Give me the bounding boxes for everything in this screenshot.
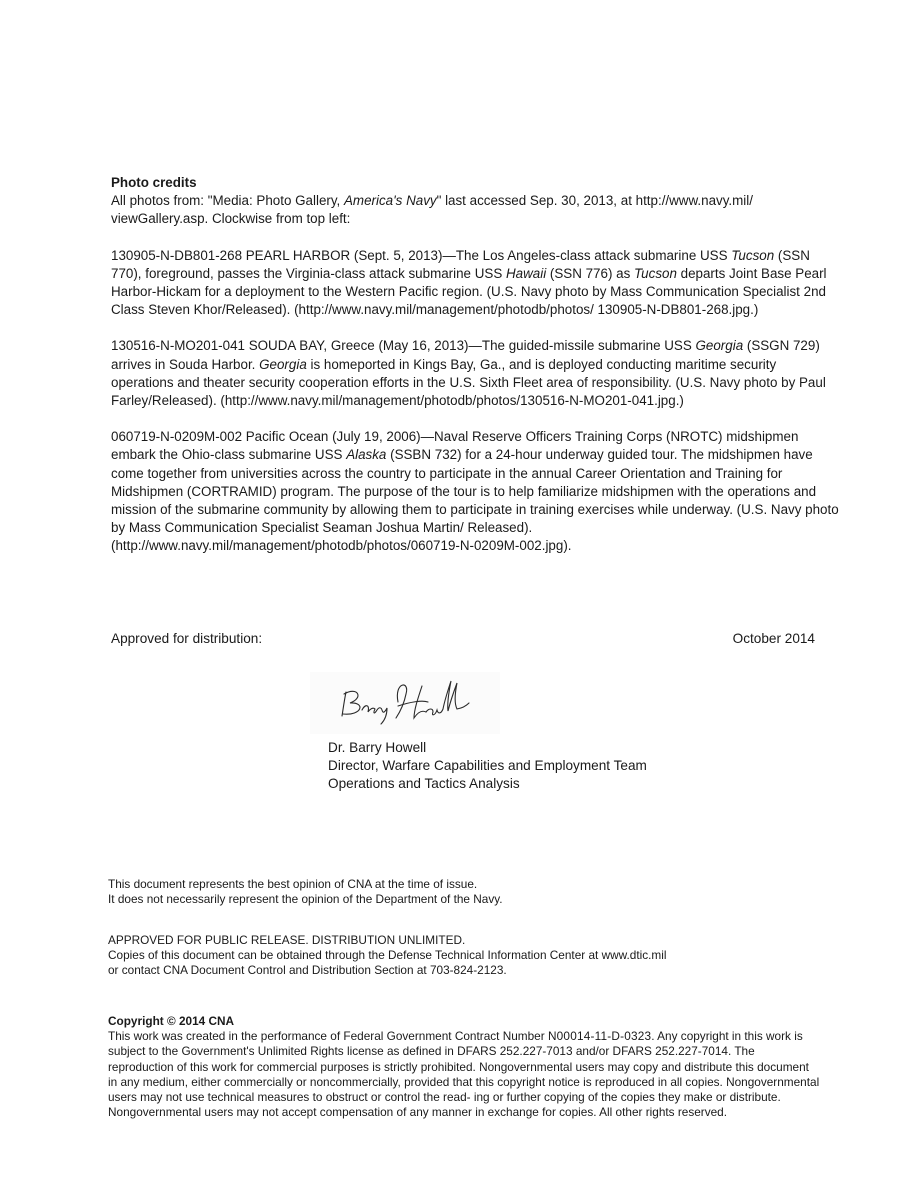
p2-text-b: (SSGN 729) arrives in Souda Harbor. bbox=[111, 338, 820, 372]
photo-credits bbox=[111, 174, 839, 556]
signer-title: Director, Warfare Capabilities and Employment Team bbox=[328, 758, 647, 774]
signer-name: Dr. Barry Howell bbox=[328, 740, 427, 755]
approval-date: October 2014 bbox=[732, 631, 815, 646]
p3-ship-1: Alaska bbox=[346, 447, 387, 463]
copyright-text-b: . Any copyright in this work is subject to the Government's Unlimited Rights license as defined in DFARS 252.227-7013 and/or DFARS 252.227-7014. The reproduction of this work for commercial purposes is strictly prohibited. Nongovernmental users may copy and distribute this document in any medium, either commercially or noncommercially, provided that this copyright notice is reproduced in all copies. Nongovernmental users may not use technical measures to obstruct or control the read- ing or further copying of the copies they make or distribute. Nongovernmental users may not accept compensation of any manner in exchange for copies. All other rights reserved. bbox=[108, 1029, 820, 1120]
signer-block bbox=[328, 739, 647, 794]
signature-image bbox=[310, 672, 500, 734]
p2-ship-2: Georgia bbox=[259, 356, 307, 372]
credit-paragraph-1 bbox=[111, 247, 839, 320]
credits-intro-italic: America's Navy bbox=[344, 193, 437, 209]
p2-ship-1: Georgia bbox=[695, 338, 744, 354]
signer-org: Operations and Tactics Analysis bbox=[328, 776, 520, 792]
release-line-3: or contact CNA Document Control and Distribution Section at 703-824-2123. bbox=[108, 963, 507, 978]
release-line-1: APPROVED FOR PUBLIC RELEASE. DISTRIBUTION UNLIMITED. bbox=[108, 933, 466, 947]
credit-paragraph-2 bbox=[111, 337, 839, 410]
p1-ship-2: Hawaii bbox=[505, 265, 547, 281]
p3-text-b: (SSBN 732) for a 24-hour underway guided tour. The midshipmen have come together from universities across the country to participate in the annual Career Orientation and Training for Midshipmen (CORTRAMID) program. The purpose of the tour is to help familiarize midshipmen with the operations and mission of the submarine community by allowing them to participate in training exercises while underway. (U.S. Navy photo by Mass Communication Specialist Seaman Joshua Martin/ Released). (http://www.navy.mil/management/photodb/photos/060719-N-0209M-002.jpg). bbox=[111, 447, 839, 554]
copyright-text bbox=[108, 1029, 820, 1120]
contract-number: N00014-11-D-0323 bbox=[547, 1029, 652, 1044]
copyright-text-a: This work was created in the performance of Federal Government Contract Number bbox=[108, 1029, 548, 1044]
p1-text-d: departs Joint Base Pearl Harbor-Hickam for a deployment to the Western Pacific region. (U.S. Navy photo by Mass Communication Specialist 2nd Class Steven Khor/Released). (http://www.navy.mil/management/photodb/photos/ 130905-N-DB801-268.jpg.) bbox=[111, 265, 827, 318]
credits-intro-a: All photos from: "Media: Photo Gallery, bbox=[111, 193, 344, 209]
photo-credits-heading: Photo credits bbox=[111, 175, 197, 190]
p3-text: 060719-N-0209M-002 Pacific Ocean (July 19, 2006)—Naval Reserve Officers Training Corps (NROTC) midshipmen embark the Ohio-class submarine USS bbox=[111, 429, 799, 463]
credit-paragraph-3 bbox=[111, 428, 839, 555]
copyright-heading: Copyright © 2014 CNA bbox=[108, 1014, 235, 1028]
release-line-2: Copies of this document can be obtained through the Defense Technical Information Center at www.dtic.mil bbox=[108, 948, 667, 963]
p2-text: 130516-N-MO201-041 SOUDA BAY, Greece (May 16, 2013)—The guided-missile submarine USS bbox=[111, 338, 696, 354]
copyright-notice bbox=[108, 1014, 820, 1120]
p1-text: 130905-N-DB801-268 PEARL HARBOR (Sept. 5, 2013)—The Los Angeles-class attack submarine USS bbox=[111, 247, 732, 263]
p1-ship-3: Tucson bbox=[634, 265, 677, 281]
p1-text-b: (SSN 770), foreground, passes the Virginia-class attack submarine USS bbox=[111, 247, 810, 281]
opinion-line-1: This document represents the best opinion of CNA at the time of issue. bbox=[108, 877, 478, 891]
p1-text-c: (SSN 776) as bbox=[546, 265, 634, 281]
opinion-line-2: It does not necessarily represent the opinion of the Department of the Navy. bbox=[108, 892, 503, 907]
p1-ship-1: Tucson bbox=[731, 247, 775, 263]
opinion-notice bbox=[108, 877, 828, 907]
approved-label: Approved for distribution: bbox=[111, 631, 263, 646]
approval-line bbox=[111, 631, 815, 646]
credits-intro-b: " last accessed Sep. 30, 2013, at http://www.navy.mil/ viewGallery.asp. Clockwise from top left: bbox=[111, 193, 753, 227]
release-notice bbox=[108, 933, 828, 979]
p2-text-c: is homeported in Kings Bay, Ga., and is deployed conducting maritime security operations and theater security cooperation efforts in the U.S. Sixth Fleet area of responsibility. (U.S. Navy photo by Paul Farley/Released). (http://www.navy.mil/management/photodb/photos/130516-N-MO201-041.jpg.) bbox=[111, 356, 826, 409]
